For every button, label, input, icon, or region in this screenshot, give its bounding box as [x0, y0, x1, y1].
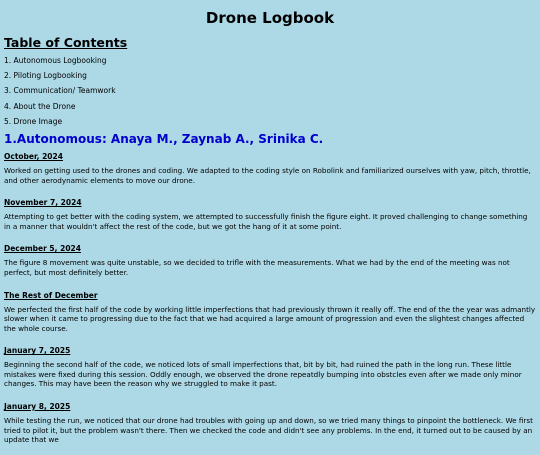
- toc-item-about-drone[interactable]: [4, 99, 536, 114]
- toc-link-autonomous[interactable]: 1. Autonomous Logbooking: [4, 56, 107, 65]
- entry-date: January 8, 2025: [4, 402, 71, 412]
- toc-link-communication[interactable]: 3. Communication/ Teamwork: [4, 86, 116, 96]
- toc-link-piloting[interactable]: 2. Piloting Logbooking: [4, 71, 87, 81]
- toc-heading: Table of Contents: [4, 35, 128, 50]
- section-heading-autonomous: 1.Autonomous: Anaya M., Zaynab A., Srinika C.: [4, 131, 324, 146]
- entry-date: December 5, 2024: [4, 244, 81, 254]
- table-of-contents: [4, 53, 536, 129]
- entry-text: We perfected the first half of the code by working little imperfections that had previously thrown it really off. The end of the the year was admantly slower when it came to progressing due to the fact that we had acquired a large amount of progression and even the slightest changes affected the whole course.: [4, 304, 536, 333]
- page-title: Drone Logbook: [205, 9, 335, 27]
- log-entry: [4, 399, 536, 455]
- log-entry: [4, 195, 536, 241]
- entry-text: While testing the run, we noticed that our drone had troubles with going up and down, so we tried many things to pinpoint the bottleneck. We first tried to pilot it, but the problem wasn't there. Then we checked the code and didn't see any problems. In the end, it turned out to be caused by an update that we: [4, 416, 533, 445]
- entry-date: January 7, 2025: [4, 346, 71, 356]
- entry-text: The figure 8 movement was quite unstable, so we decided to trifle with the measurements. What we had by the end of the meeting was not perfect, but most definitely better.: [4, 258, 510, 277]
- entry-date: October, 2024: [4, 151, 63, 161]
- log-entry: [4, 288, 536, 344]
- entry-text: Worked on getting used to the drones and coding. We adapted to the coding style on Robolink and familiarized ourselves with yaw, pitch, throttle, and other aerodynamic elements to move our drone.: [4, 165, 531, 185]
- entry-date: November 7, 2024: [4, 198, 82, 208]
- toc-link-drone-image[interactable]: 5. Drone Image: [4, 116, 63, 126]
- toc-link-about-drone[interactable]: 4. About the Drone: [4, 101, 76, 111]
- entry-text: Attempting to get better with the coding system, we attempted to successfully finish the figure eight. It proved challenging to change something in a manner that wouldn't affect the rest of the code, but we got the hang of it at some point.: [4, 212, 528, 231]
- toc-item-piloting[interactable]: [4, 68, 536, 83]
- log-entry: [4, 149, 536, 195]
- log-entry: [4, 241, 536, 287]
- toc-item-autonomous[interactable]: [4, 53, 536, 68]
- entry-date: The Rest of December: [4, 290, 98, 300]
- toc-item-communication[interactable]: [4, 83, 536, 98]
- log-entry: [4, 343, 536, 399]
- entry-text: Beginning the second half of the code, we noticed lots of small imperfections that, bit by bit, had ruined the path in the long run. These little mistakes were fixed during this session. Oddly enough, we observed the drone repeatdly bumping into obstcles even after we made only minor changes. This may have been the reason why we struggled to make it past.: [4, 360, 522, 389]
- toc-item-drone-image[interactable]: [4, 114, 536, 129]
